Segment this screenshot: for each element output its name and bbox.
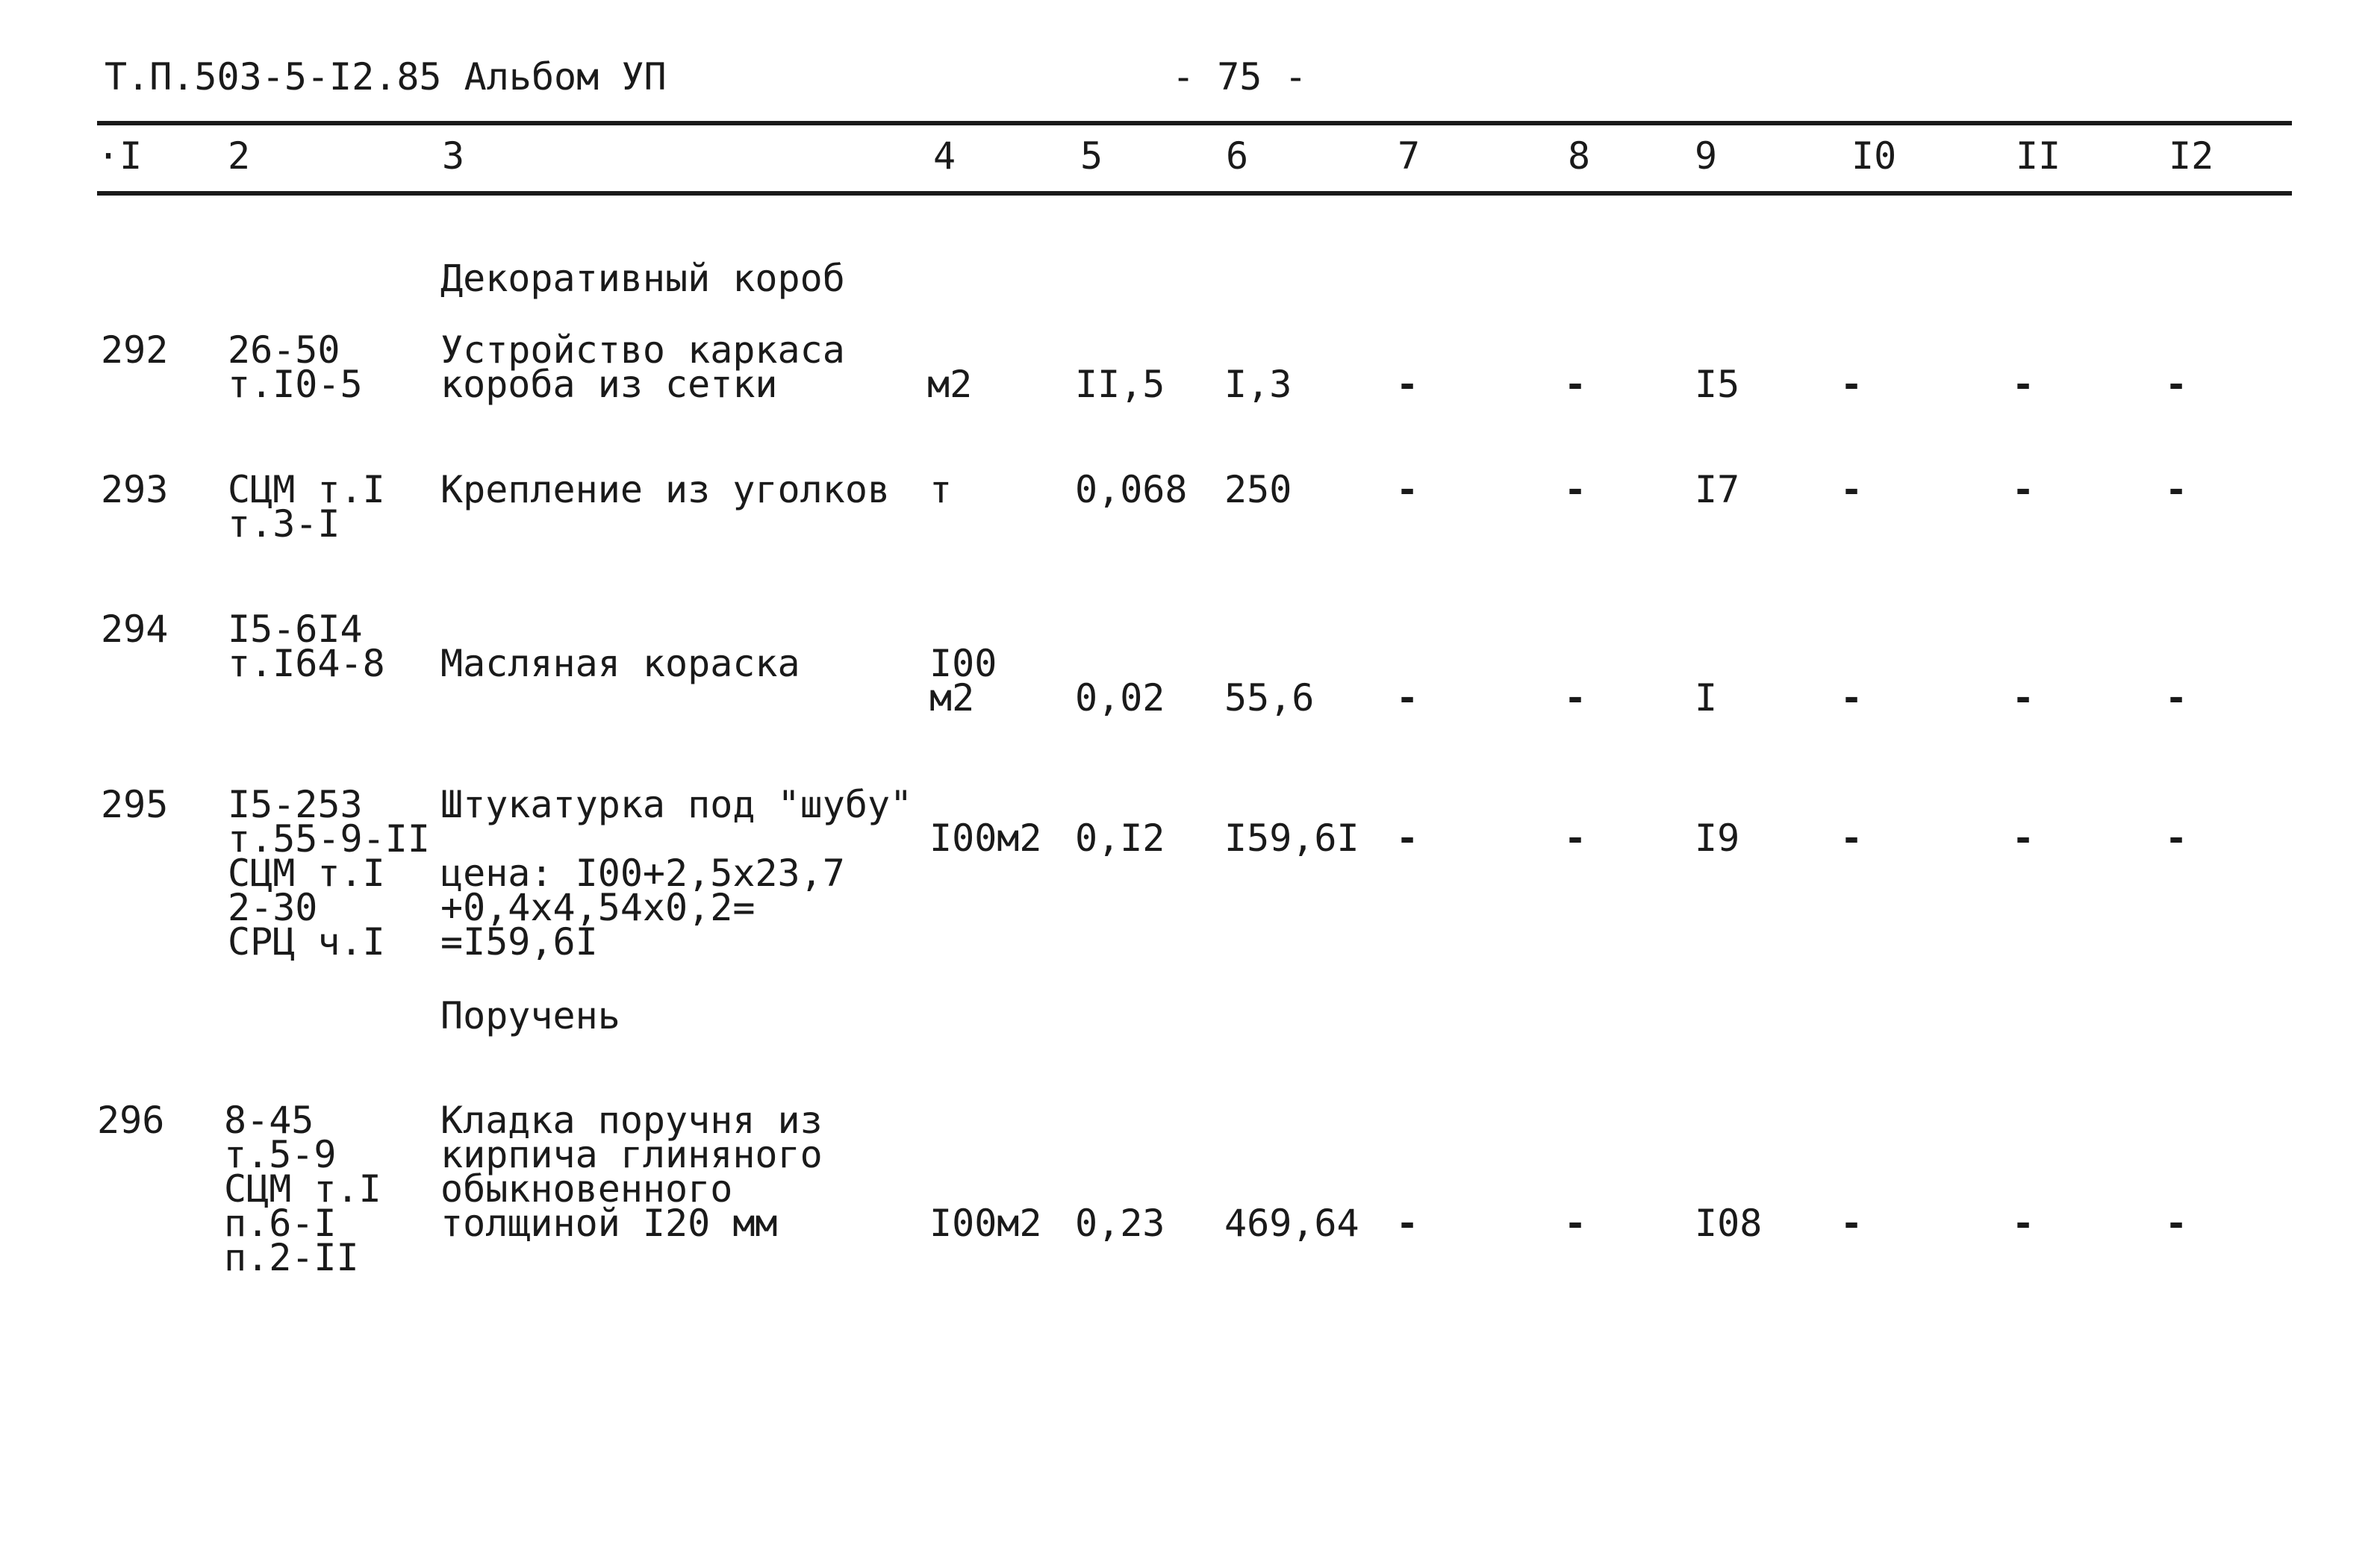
section-heading: Поручень	[440, 994, 620, 1037]
row-col10: -	[1840, 363, 1863, 406]
column-header-2: 2	[228, 134, 251, 178]
row-col9: I	[1695, 676, 1718, 720]
row-col7: -	[1396, 676, 1419, 720]
row-col12: -	[2165, 363, 2188, 406]
row-col7: -	[1396, 1202, 1419, 1245]
row-number: 293	[101, 468, 169, 511]
column-header-4: 4	[933, 134, 956, 178]
row-col10: -	[1840, 468, 1863, 511]
row-code: I5-253 т.55-9-II СЦМ т.I 2-30 СРЦ ч.I	[228, 783, 430, 964]
row-col7: -	[1396, 363, 1419, 406]
row-number: 292	[101, 328, 169, 372]
row-unit: I00м2	[929, 1202, 1042, 1245]
document-code: Т.П.503-5-I2.85 Альбом УП	[105, 55, 667, 99]
row-code: 8-45 т.5-9 СЦМ т.I п.6-I п.2-II	[224, 1099, 381, 1279]
row-price: 469,64	[1224, 1202, 1359, 1245]
column-header-10: I0	[1851, 134, 1897, 178]
row-col12: -	[2165, 676, 2188, 720]
row-description: Устройство каркаса короба из сетки	[440, 328, 845, 406]
row-col11: -	[2012, 817, 2035, 860]
row-price: 250	[1224, 468, 1292, 511]
row-col11: -	[2012, 363, 2035, 406]
row-col9: I08	[1695, 1202, 1763, 1245]
row-quantity: 0,068	[1075, 468, 1188, 511]
row-col12: -	[2165, 468, 2188, 511]
row-unit: м2	[927, 363, 973, 406]
row-col9: I5	[1695, 363, 1740, 406]
column-header-6: 6	[1226, 134, 1249, 178]
row-price: I59,6I	[1224, 817, 1359, 860]
section-heading: Декоративный короб	[440, 257, 845, 300]
row-col11: -	[2012, 468, 2035, 511]
row-col8: -	[1564, 1202, 1587, 1245]
column-header-8: 8	[1568, 134, 1591, 178]
row-col8: -	[1564, 817, 1587, 860]
row-col10: -	[1840, 817, 1863, 860]
row-col8: -	[1564, 363, 1587, 406]
header-top-rule	[97, 121, 2292, 125]
column-header-1: ·I	[97, 134, 143, 178]
row-quantity: 0,23	[1075, 1202, 1165, 1245]
row-col8: -	[1564, 468, 1587, 511]
row-unit: I00 м2	[929, 642, 997, 720]
row-col11: -	[2012, 1202, 2035, 1245]
row-code: I5-6I4 т.I64-8	[228, 608, 385, 685]
column-header-11: II	[2016, 134, 2061, 178]
row-col12: -	[2165, 1202, 2188, 1245]
row-description: Штукатурка под "шубу"	[440, 783, 913, 826]
row-quantity: 0,I2	[1075, 817, 1165, 860]
row-description: Кладка поручня из кирпича глиняного обыкновенного толщиной I20 мм	[440, 1099, 823, 1245]
row-col9: I7	[1695, 468, 1740, 511]
row-col12: -	[2165, 817, 2188, 860]
row-number: 296	[97, 1099, 165, 1142]
row-col7: -	[1396, 468, 1419, 511]
column-header-3: 3	[442, 134, 465, 178]
row-price-note: цена: I00+2,5х23,7 +0,4х4,54х0,2= =I59,6I	[440, 852, 845, 964]
row-quantity: II,5	[1075, 363, 1165, 406]
column-header-7: 7	[1398, 134, 1421, 178]
row-code: 26-50 т.I0-5	[228, 328, 363, 406]
row-description: Крепление из уголков	[440, 468, 891, 511]
row-number: 295	[101, 783, 169, 826]
row-unit: т	[929, 468, 953, 511]
column-header-9: 9	[1695, 134, 1718, 178]
column-header-5: 5	[1080, 134, 1103, 178]
row-price: I,3	[1224, 363, 1292, 406]
row-col10: -	[1840, 676, 1863, 720]
row-col8: -	[1564, 676, 1587, 720]
row-quantity: 0,02	[1075, 676, 1165, 720]
row-col11: -	[2012, 676, 2035, 720]
page-number: - 75 -	[1172, 55, 1307, 99]
row-description: Масляная кораска	[440, 642, 800, 685]
row-number: 294	[101, 608, 169, 651]
row-unit: I00м2	[929, 817, 1042, 860]
row-price: 55,6	[1224, 676, 1315, 720]
row-col10: -	[1840, 1202, 1863, 1245]
row-col7: -	[1396, 817, 1419, 860]
row-col9: I9	[1695, 817, 1740, 860]
row-code: СЦМ т.I т.3-I	[228, 468, 385, 546]
header-bottom-rule	[97, 191, 2292, 196]
column-header-12: I2	[2169, 134, 2214, 178]
